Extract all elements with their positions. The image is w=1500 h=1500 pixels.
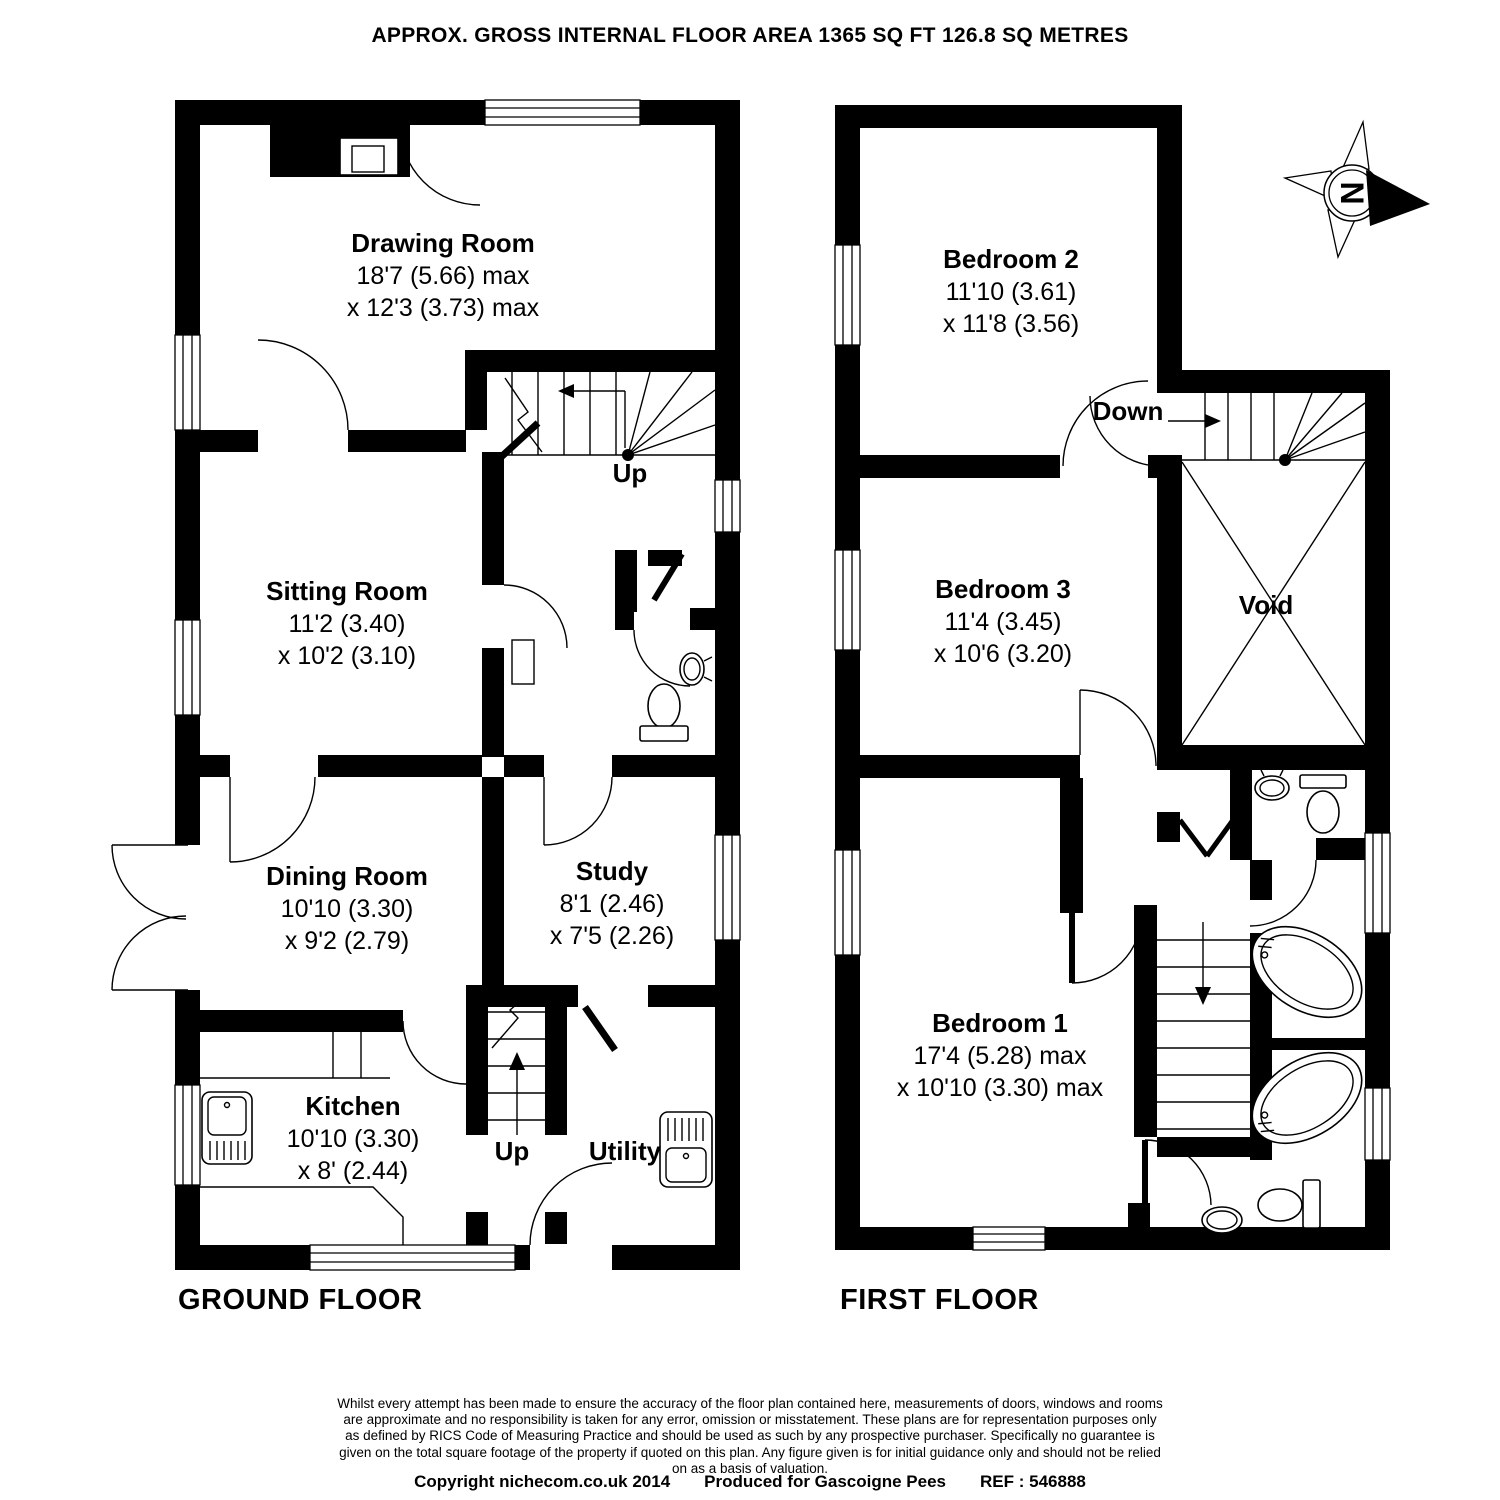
kitchen-stairs-up-label: Up xyxy=(494,1136,530,1166)
drawing-room-name: Drawing Room xyxy=(351,228,535,258)
ground-floor-label: GROUND FLOOR xyxy=(178,1284,423,1316)
lower-stairs-icon xyxy=(1157,922,1250,1129)
kitchen-sink-icon xyxy=(202,1092,252,1164)
french-doors xyxy=(112,845,201,990)
drawing-room-dim1: 18'7 (5.66) max xyxy=(356,262,530,290)
bedroom-1-dim1: 17'4 (5.28) max xyxy=(913,1042,1087,1070)
bedroom-2-name: Bedroom 2 xyxy=(943,244,1079,274)
bedroom-3-name: Bedroom 3 xyxy=(935,574,1071,604)
ground-floor-plan xyxy=(112,100,740,1271)
page-title: APPROX. GROSS INTERNAL FLOOR AREA 1365 SQ FT 126.8 SQ METRES xyxy=(371,24,1129,47)
kitchen-name: Kitchen xyxy=(305,1091,401,1121)
study-dim1: 8'1 (2.46) xyxy=(559,890,665,918)
kitchen-stairs-icon xyxy=(488,988,545,1135)
bathroom-toilet-icon xyxy=(1258,1180,1320,1228)
hall-cupboard xyxy=(512,640,534,684)
utility-label: Utility xyxy=(588,1136,662,1166)
copyright-line xyxy=(0,1472,1500,1492)
utility-sink-icon xyxy=(660,1112,712,1187)
dining-room-name: Dining Room xyxy=(266,861,428,891)
study-name: Study xyxy=(575,856,649,886)
sitting-room-dim2: x 10'2 (3.10) xyxy=(277,642,417,670)
dining-room-dim1: 10'10 (3.30) xyxy=(280,895,414,923)
shower-room-basin-icon xyxy=(1255,770,1289,800)
copyright-source: Copyright nichecom.co.uk 2014 xyxy=(414,1472,671,1491)
compass-north-letter: N xyxy=(1334,181,1370,205)
kitchen-dim2: x 8' (2.44) xyxy=(297,1157,409,1185)
north-compass-icon xyxy=(1285,122,1430,257)
drawing-room-dim2: x 12'3 (3.73) max xyxy=(346,294,540,322)
dining-room-dim2: x 9'2 (2.79) xyxy=(284,927,410,955)
stairs-down-icon xyxy=(1168,393,1365,466)
sitting-room-name: Sitting Room xyxy=(266,576,428,606)
bedroom-2-dim2: x 11'8 (3.56) xyxy=(942,310,1080,338)
shower-room-toilet-icon xyxy=(1300,775,1346,833)
copyright-ref: REF : 546888 xyxy=(980,1472,1086,1491)
bedroom-3-dim2: x 10'6 (3.20) xyxy=(933,640,1073,668)
kitchen-dim1: 10'10 (3.30) xyxy=(286,1125,420,1153)
bedroom-1-name: Bedroom 1 xyxy=(932,1008,1068,1038)
study-dim2: x 7'5 (2.26) xyxy=(549,922,675,950)
back-door xyxy=(530,1163,612,1245)
stairs-up-icon xyxy=(488,372,715,461)
sitting-room-dim1: 11'2 (3.40) xyxy=(288,610,406,638)
fireplace-icon xyxy=(340,138,398,175)
stairs-up-label: Up xyxy=(612,458,648,488)
first-floor-label: FIRST FLOOR xyxy=(840,1284,1039,1316)
disclaimer-text: Whilst every attempt has been made to ensure the accuracy of the floor plan contained here, measurements of doors, windows and rooms are approximate and no responsibility is taken for any error, omission or misstatement. These plans are for representation purposes only as defined by RICS Code of Measuring Practice and should be used as such by any prospective purchaser. Specifically no guarantee is given on the total square footage of the property if quoted on this plan. Any figure given is for initial guidance only and should not be relied on as a basis of valuation. xyxy=(337,1396,1163,1476)
first-floor-plan xyxy=(835,105,1390,1250)
copyright-produced-for: Produced for Gascoigne Pees xyxy=(704,1472,947,1491)
wc-basin-icon xyxy=(680,653,712,685)
bedroom-1-dim2: x 10'10 (3.30) max xyxy=(896,1074,1104,1102)
stairs-down-label: Down xyxy=(1092,396,1164,426)
bedroom-2-dim1: 11'10 (3.61) xyxy=(945,278,1077,306)
void-label: Void xyxy=(1238,590,1294,620)
bedroom-3-dim1: 11'4 (3.45) xyxy=(944,608,1062,636)
wc-toilet-icon xyxy=(640,684,688,741)
